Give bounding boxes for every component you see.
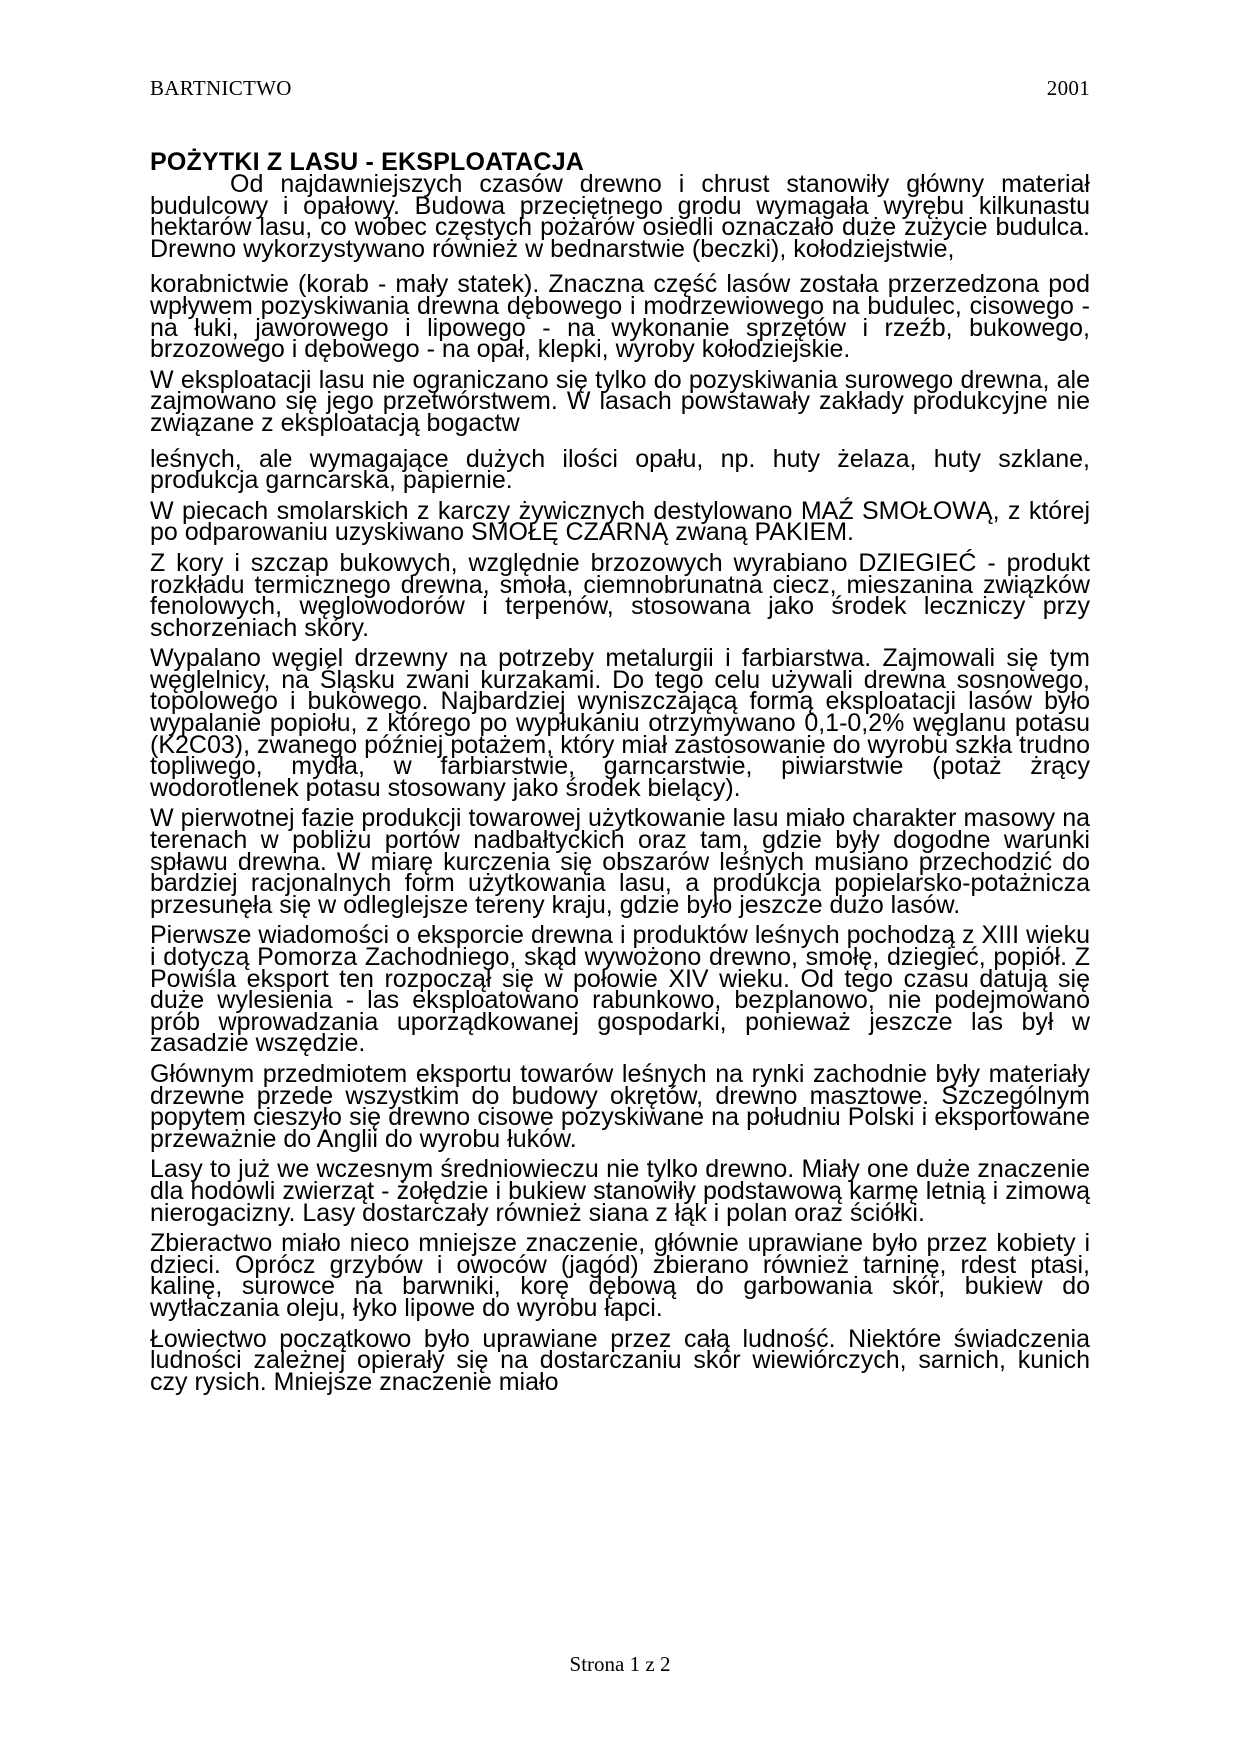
paragraph: Od najdawniejszych czasów drewno i chrust stanowiły główny materiał budulcowy i opałowy. Budowa przeciętnego grodu wymagała wyrębu kilkunastu hektarów lasu, co wobec częstych pożarów osiedli oznaczało duże zużycie budulca. Drewno wykorzystywano również w bednarstwie (beczki), kołodziejstwie, [150,170,1090,263]
paragraph: Lasy to już we wczesnym średniowieczu nie tylko drewno. Miały one duże znaczenie dla hodowli zwierząt - żołędzie i bukiew stanowiły podstawową karmę letnią i zimową nierogacizny. Lasy dostarczały również siana z łąk i polan oraz ściółki. [150,1155,1090,1227]
paragraph: Wypalano węgiel drzewny na potrzeby metalurgii i farbiarstwa. Zajmowali się tym węglelnicy, na Śląsku zwani kurzakami. Do tego celu używali drewna sosnowego, topolowego i bukowego. Najbardziej wyniszczającą formą eksploatacji lasów było wypalanie popiołu, z którego po wypłukaniu otrzymywano 0,1-0,2% węglanu potasu (K2C03), zwanego później potażem, który miał zastosowanie do wyrobu szkła trudno topliwego, mydła, w farbiarstwie, garncarstwie, piwiarstwie (potaż żrący wodorotlenek potasu stosowany jako środek bielący). [150,644,1090,802]
page-footer [0,1652,1240,1677]
document-body [150,150,1090,1402]
paragraph: korabnictwie (korab - mały statek). Znaczna część lasów została przerzedzona pod wpływem pozyskiwania drewna dębowego i modrzewiowego na budulec, cisowego - na łuki, jaworowego i lipowego - na wykonanie sprzętów i rzeźb, bukowego, brzozowego i dębowego - na opał, klepki, wyroby kołodziejskie. [150,270,1090,364]
header-year: 2001 [1046,76,1090,100]
header-title: BARTNICTWO [150,76,292,100]
paragraph: Głównym przedmiotem eksportu towarów leśnych na rynki zachodnie były materiały drzewne przede wszystkim do budowy okrętów, drewno masztowe. Szczególnym popytem cieszyło się drewno cisowe pozyskiwane na południu Polski i eksportowane przeważnie do Anglii do wyrobu łuków. [150,1059,1090,1153]
paragraph: Łowiectwo początkowo było uprawiane przez całą ludność. Niektóre świadczenia ludności zależnej opierały się na dostarczaniu skór wiewiórczych, sarnich, kunich czy rysich. Mniejsze znaczenie miało [150,1324,1090,1396]
running-header [150,76,1090,108]
paragraph: Z kory i szczap bukowych, względnie brzozowych wyrabiano DZIEGIEĆ - produkt rozkładu termicznego drewna, smoła, ciemnobrunatna ciecz, mieszanina związków fenolowych, węglowodorów i terpenów, stosowana jako środek leczniczy przy schorzeniach skóry. [150,548,1090,642]
paragraph: W eksploatacji lasu nie ograniczano się tylko do pozyskiwania surowego drewna, ale zajmowano się jego przetwórstwem. W lasach powstawały zakłady produkcyjne nie związane z eksploatacją bogactw [150,365,1090,437]
paragraph: W piecach smolarskich z karczy żywicznych destylowano MAŹ SMOŁOWĄ, z której po odparowaniu uzyskiwano SMOŁĘ CZARNĄ zwaną PAKIEM. [150,496,1090,547]
paragraph: Zbieractwo miało nieco mniejsze znaczenie, głównie uprawiane było przez kobiety i dzieci. Oprócz grzybów i owoców (jagód) zbierano również tarninę, rdest ptasi, kalinę, surowce na barwniki, korę dębową do garbowania skór, bukiew do wytłaczania oleju, łyko lipowe do wyrobu łapci. [150,1229,1090,1322]
paragraph: leśnych, ale wymagające dużych ilości opału, np. huty żelaza, huty szklane, produkcja garncarska, papiernie. [150,444,1090,495]
document-title: POŻYTKI Z LASU - EKSPLOATACJA [150,148,585,176]
paragraph: Pierwsze wiadomości o eksporcie drewna i produktów leśnych pochodzą z XIII wieku i dotyczą Pomorza Zachodniego, skąd wywożono drewno, smołę, dziegieć, popiół. Z Powiśla eksport ten rozpoczął się w połowie XIV wieku. Od tego czasu datują się duże wylesienia - las eksploatowano rabunkowo, bezplanowo, nie podejmowano prób wprowadzania uporządkowanej gospodarki, ponieważ jeszcze las był w zasadzie wszędzie. [150,921,1090,1058]
page-number: Strona 1 z 2 [569,1652,671,1676]
paragraph: W pierwotnej fazie produkcji towarowej użytkowanie lasu miało charakter masowy na terenach w pobliżu portów nadbałtyckich oraz tam, gdzie były dogodne warunki spławu drewna. W miarę kurczenia się obszarów leśnych musiano przechodzić do bardziej racjonalnych form użytkowania lasu, a produkcja popielarsko-potażnicza przesunęła się w odleglejsze tereny kraju, gdzie było jeszcze dużo lasów. [150,804,1090,919]
